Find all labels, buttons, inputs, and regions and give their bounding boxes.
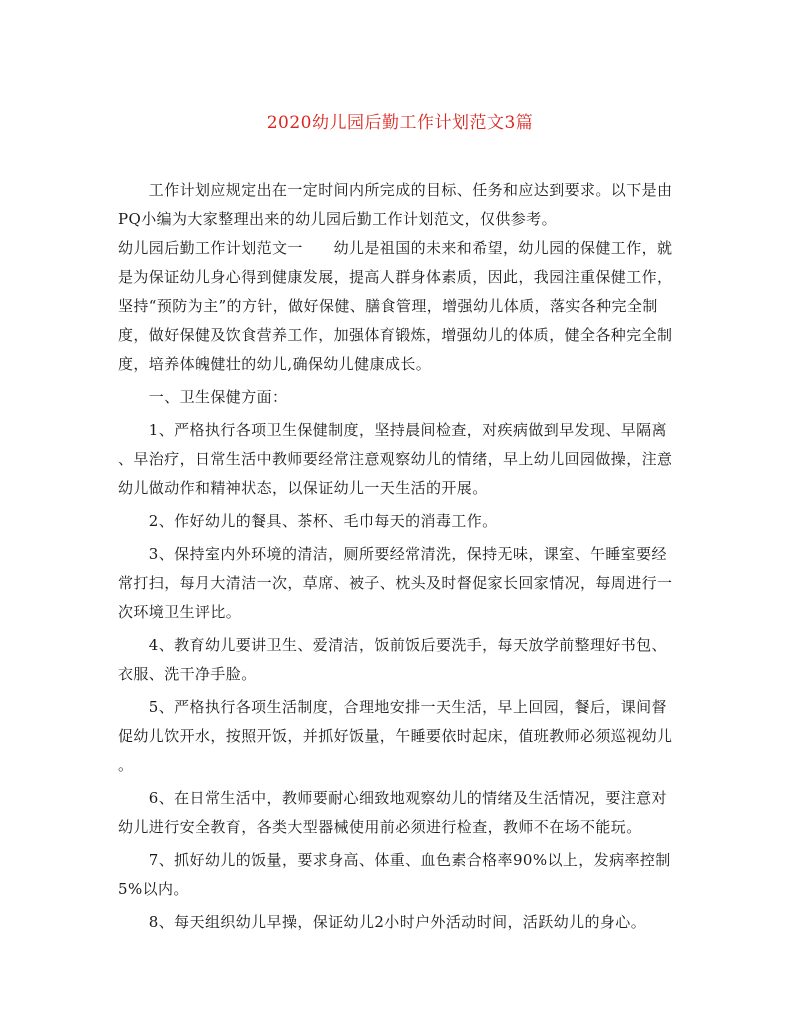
- body-line: 8、每天组织幼儿早操，保证幼儿2小时户外活动时间，活跃幼儿的身心。: [118, 913, 647, 931]
- body-line: 度，培养体魄健壮的幼儿,确保幼儿健康成长。: [118, 355, 432, 373]
- body-line: 工作计划应规定出在一定时间内所完成的目标、任务和应达到要求。以下是由: [118, 181, 673, 199]
- body-line: 5%以内。: [118, 880, 189, 898]
- body-line: 是为保证幼儿身心得到健康发展，提高人群身体素质，因此，我园注重保健工作，: [118, 268, 673, 286]
- body-line: 。: [118, 756, 134, 774]
- body-line: 衣服、洗干净手脸。: [118, 665, 257, 683]
- document-body: [118, 176, 688, 937]
- body-line: 促幼儿饮开水，按照开饭，并抓好饭量，午睡要依时起床，值班教师必须巡视幼儿: [118, 727, 673, 745]
- body-line: 4、教育幼儿要讲卫生、爱清洁，饭前饭后要洗手，每天放学前整理好书包、: [118, 636, 667, 654]
- body-line: 6、在日常生活中，教师要耐心细致地观察幼儿的情绪及生活情况，要注意对: [118, 789, 667, 807]
- body-line: 、早治疗，日常生活中教师要经常注意观察幼儿的情绪，早上幼儿回园做操，注意: [118, 450, 673, 468]
- section-heading: 一、卫生保健方面：: [118, 388, 288, 406]
- body-line: 7、抓好幼儿的饭量，要求身高、体重、血色素合格率90%以上，发病率控制: [118, 851, 671, 869]
- body-line: PQ小编为大家整理出来的幼儿园后勤工作计划范文，仅供参考。: [118, 210, 557, 228]
- body-line: 常打扫，每月大清洁一次，草席、被子、枕头及时督促家长回家情况，每周进行一: [118, 574, 673, 592]
- body-line: 1、严格执行各项卫生保健制度，坚持晨间检查，对疾病做到早发现、早隔离: [118, 421, 667, 439]
- body-line: 2、作好幼儿的餐具、茶杯、毛巾每天的消毒工作。: [118, 512, 498, 530]
- document-title: 2020幼儿园后勤工作计划范文3篇: [266, 113, 534, 133]
- body-line: 幼儿做动作和精神状态，以保证幼儿一天生活的开展。: [118, 479, 488, 497]
- body-line: 5、严格执行各项生活制度，合理地安排一天生活，早上回园，餐后，课间督: [118, 698, 667, 716]
- body-line: 3、保持室内外环境的清洁，厕所要经常清洗，保持无味，课室、午睡室要经: [118, 545, 667, 563]
- body-line: 次环境卫生评比。: [118, 603, 242, 621]
- body-line: 坚持“预防为主”的方针，做好保健、膳食管理，增强幼儿体质，落实各种完全制: [118, 297, 658, 315]
- body-line: 幼儿进行安全教育，各类大型器械使用前必须进行检查，教师不在场不能玩。: [118, 818, 642, 836]
- body-line: 幼儿园后勤工作计划范文一 幼儿是祖国的未来和希望，幼儿园的保健工作，就: [118, 239, 673, 257]
- body-line: 度，做好保健及饮食营养工作，加强体育锻炼，增强幼儿的体质，健全各种完全制: [118, 326, 673, 344]
